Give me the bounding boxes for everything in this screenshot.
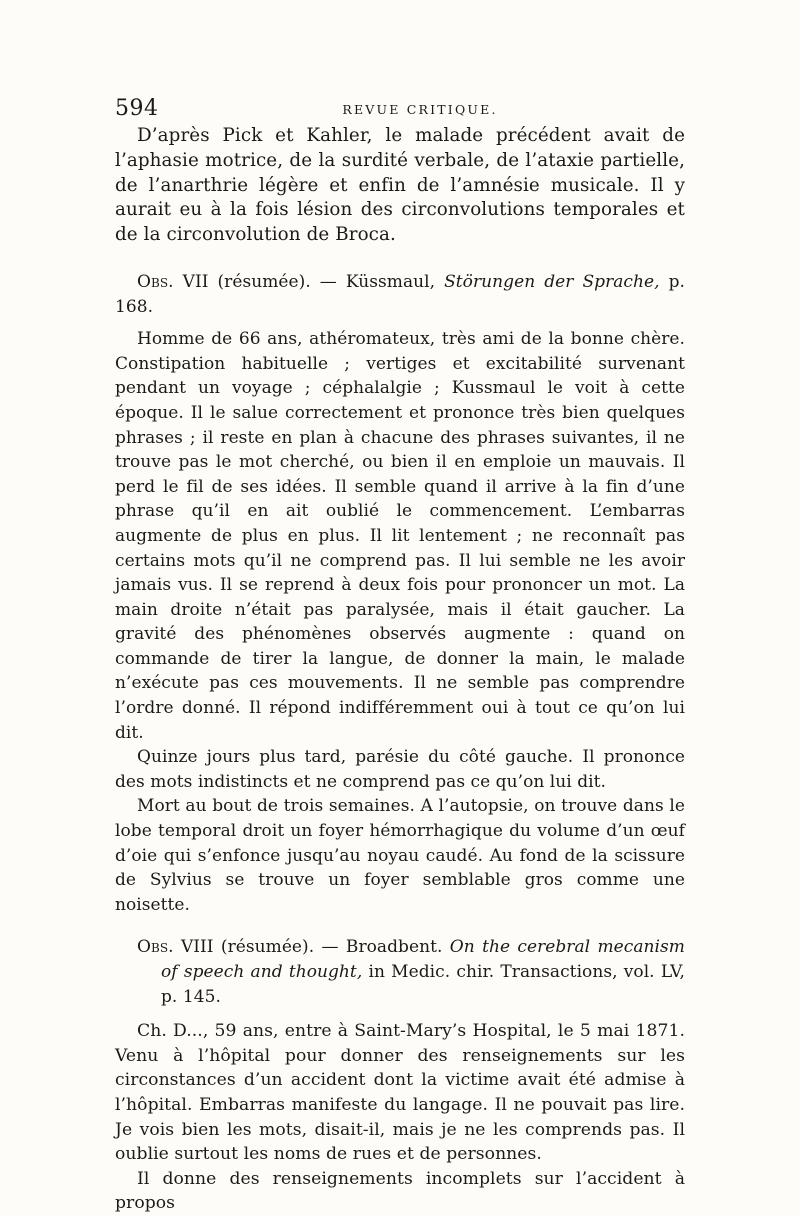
text-column	[115, 124, 685, 1216]
obs-8-heading: VIII (résumée). — Broadbent.	[180, 937, 443, 958]
running-title: REVUE CRITIQUE.	[342, 102, 498, 117]
paragraph-obs-7-case: Homme de 66 ans, athéromateux, très ami de la bonne chère. Constipation habituelle ; vertiges et excitabilité survenant pendant un voyage ; céphalalgie ; Kussmaul le voit à cette époque. Il le salue correctement et prononce très bien quelques phrases ; il reste en plan à chacune des phrases suivantes, il ne trouve pas le mot cherché, ou bien il en emploie un mauvais. Il perd le fil de ses idées. Il semble quand il arrive à la fin d’une phrase qu’il en ait oublié le commencement. L’embarras augmente de plus en plus. Il lit lentement ; ne reconnaît pas certains mots qu’il ne comprend pas. Il lui semble ne les avoir jamais vus. Il se reprend à deux fois pour prononcer un mot. La main droite n’était pas paralysée, mais il était gaucher. La gravité des phénomènes observés augmente : quand on commande de tirer la langue, de donner la main, le malade n’exécute pas ces mouvements. Il ne semble pas comprendre l’ordre donné. Il répond indifféremment oui à tout ce qu’on lui dit.	[115, 329, 685, 743]
obs-7-title: Störungen der Sprache,	[444, 271, 660, 292]
paragraph-pick-kahler: D’après Pick et Kahler, le malade précédent avait de l’aphasie motrice, de la surdité verbale, de l’ataxie partielle, de l’anarthrie légère et enfin de l’amnésie musicale. Il y aurait eu à la fois lésion des circonvolutions temporales et de la circonvolution de Broca.	[115, 125, 685, 246]
obs-label: Obs.	[137, 271, 174, 292]
obs-8-title: On the cerebral mecanism of speech and thought,	[161, 937, 685, 983]
obs-8-reference: in Medic. chir. Transactions, vol. LV, p. 145.	[161, 962, 685, 1007]
obs-7-heading: VII (résumée). — Küssmaul,	[182, 271, 436, 292]
obs-7-reference: p. 168.	[115, 271, 685, 317]
paragraph-obs-7-autopsy: Mort au bout de trois semaines. A l’autopsie, on trouve dans le lobe temporal droit un foyer hémorrhagique du volume d’un œuf d’oie qui s’enfonce jusqu’au noyau caudé. Au fond de la scissure de Sylvius se trouve un foyer semblable gros comme une noisette.	[115, 796, 685, 915]
paragraph-obs-8-continued: Il donne des renseignements incomplets sur l’accident à propos	[115, 1168, 685, 1214]
page-number: 594	[115, 96, 159, 121]
page-header	[115, 96, 685, 126]
observation-8-heading	[115, 935, 685, 1009]
obs-label: Obs.	[137, 937, 174, 958]
paragraph-obs-7-later: Quinze jours plus tard, parésie du côté gauche. Il prononce des mots indistincts et ne comprend pas ce qu’on lui dit.	[115, 747, 685, 792]
paragraph-obs-8-case: Ch. D..., 59 ans, entre à Saint-Mary’s Hospital, le 5 mai 1871. Venu à l’hôpital pour donner des renseignements sur les circonstances d’un accident dont la victime avait été admise à l’hôpital. Embarras manifeste du langage. Il ne pouvait pas lire. Je vois bien les mots, disait-il, mais je ne les comprends pas. Il oublie surtout les noms de rues et de personnes.	[115, 1021, 685, 1165]
observation-7-heading	[115, 270, 685, 319]
